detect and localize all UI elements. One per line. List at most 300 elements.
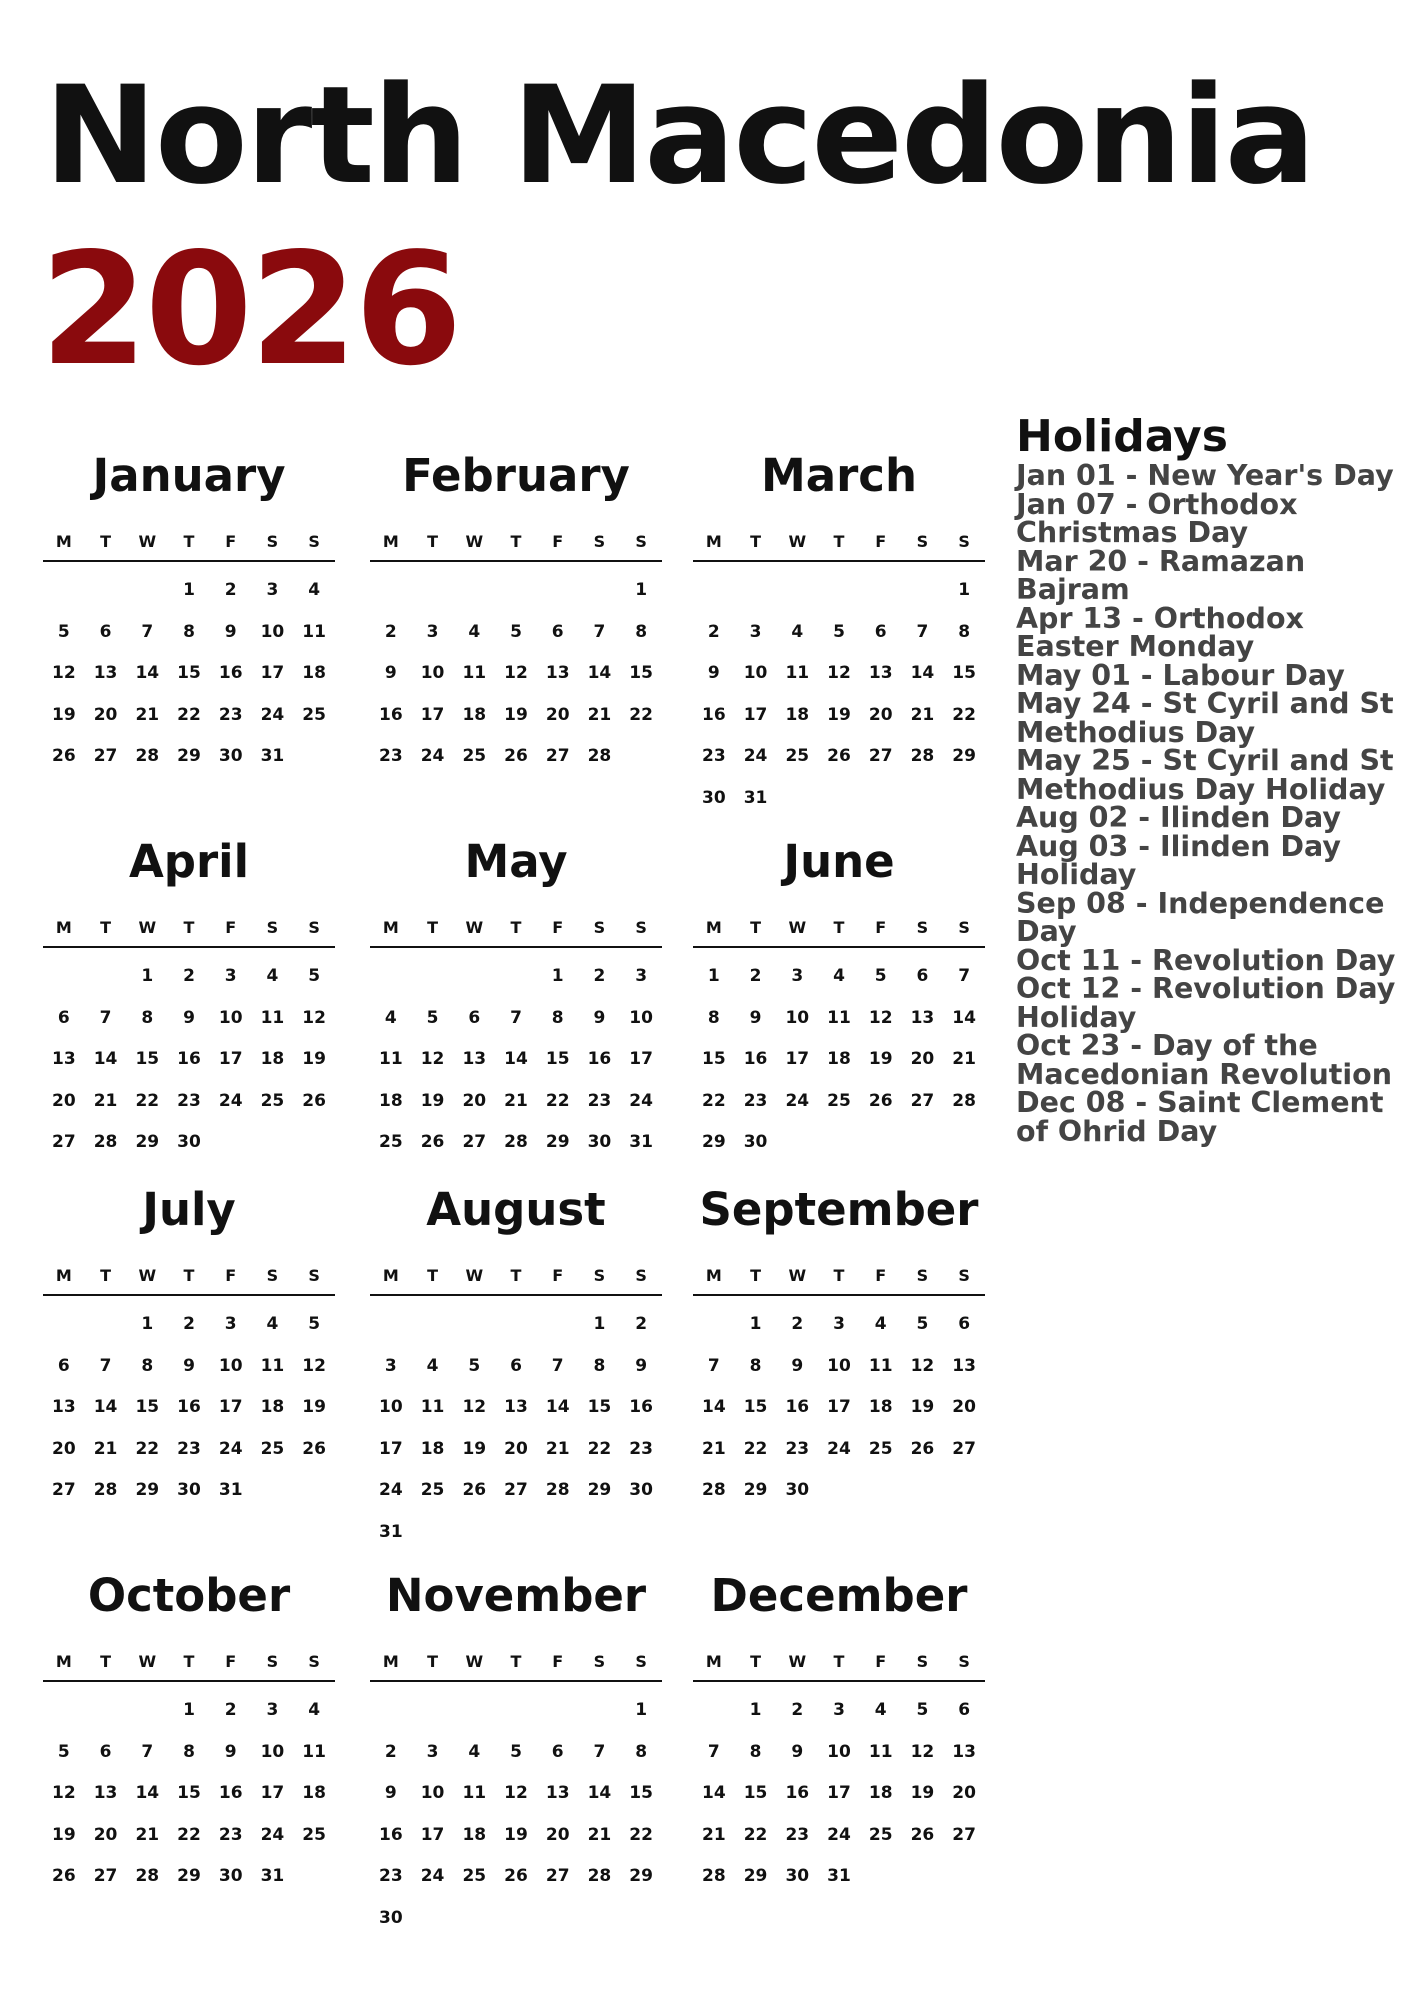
day-cell: 27 <box>545 1866 570 1886</box>
day-cell: 4 <box>266 966 279 986</box>
day-cell: 23 <box>218 1824 243 1845</box>
day-cell: 26 <box>462 1480 487 1500</box>
day-cell: 21 <box>910 704 935 725</box>
weekday-label: F <box>552 1652 564 1671</box>
day-cell: 5 <box>510 621 522 642</box>
day-cell: 3 <box>426 621 439 642</box>
day-cell: 10 <box>260 621 285 642</box>
day-cell: 24 <box>743 746 768 766</box>
day-cell: 14 <box>545 1397 570 1417</box>
day-cell: 5 <box>510 1741 522 1762</box>
day-cell: 3 <box>266 1700 279 1720</box>
day-cell: 22 <box>135 1090 160 1111</box>
month-august <box>370 1182 662 1553</box>
weekday-label: F <box>552 532 564 551</box>
day-cell: 10 <box>827 1355 851 1376</box>
day-cell: 17 <box>420 1824 445 1845</box>
weekday-header <box>370 1260 662 1296</box>
day-cell: 20 <box>910 1049 935 1069</box>
day-cell: 17 <box>827 1783 851 1803</box>
day-cell: 20 <box>952 1783 976 1803</box>
day-cell: 23 <box>743 1090 768 1111</box>
day-cell: 20 <box>52 1090 76 1111</box>
day-cell: 17 <box>629 1049 653 1069</box>
day-cell: 7 <box>141 621 154 642</box>
day-cell: 16 <box>587 1049 612 1069</box>
weekday-label: S <box>635 918 647 937</box>
day-cell: 28 <box>702 1480 726 1500</box>
month-september <box>693 1182 985 1512</box>
day-cell: 26 <box>52 746 76 766</box>
weekday-label: T <box>100 532 112 551</box>
day-cell: 9 <box>749 1007 762 1028</box>
day-cell: 23 <box>379 746 403 766</box>
day-cell: 14 <box>910 663 935 683</box>
weekday-label: T <box>100 1652 112 1671</box>
empty-cell <box>495 570 537 612</box>
weekday-label: S <box>308 1652 320 1671</box>
holiday-item: May 01 - Labour Day <box>1016 658 1345 692</box>
day-cell: 2 <box>749 966 762 986</box>
day-cell: 10 <box>629 1007 653 1028</box>
day-grid <box>370 562 662 778</box>
day-cell: 23 <box>379 1866 403 1886</box>
day-cell: 24 <box>218 1090 243 1111</box>
weekday-label: T <box>833 1266 845 1285</box>
day-cell: 25 <box>302 704 326 725</box>
day-cell: 7 <box>593 1741 606 1762</box>
day-cell: 18 <box>302 663 326 683</box>
day-cell: 6 <box>874 621 887 642</box>
weekday-header <box>693 1646 985 1682</box>
month-name: May <box>464 835 568 888</box>
day-cell: 11 <box>302 621 326 642</box>
day-cell: 18 <box>379 1090 403 1111</box>
weekday-label: F <box>552 1266 564 1285</box>
day-cell: 7 <box>99 1355 112 1376</box>
day-cell: 19 <box>52 704 76 725</box>
day-cell: 8 <box>551 1007 564 1028</box>
weekday-label: W <box>788 1266 807 1285</box>
empty-cell <box>412 956 454 998</box>
day-cell: 26 <box>504 746 528 766</box>
day-cell: 31 <box>260 746 285 766</box>
weekday-label: M <box>705 1266 722 1285</box>
day-cell: 12 <box>504 1783 528 1803</box>
weekday-label: S <box>593 1652 606 1671</box>
day-cell: 4 <box>833 966 845 986</box>
empty-cell <box>126 1690 168 1732</box>
day-cell: 22 <box>587 1438 612 1459</box>
day-cell: 22 <box>545 1090 570 1111</box>
day-cell: 2 <box>183 1314 195 1334</box>
day-cell: 24 <box>260 1824 285 1845</box>
day-cell: 10 <box>785 1007 810 1028</box>
weekday-label: S <box>308 918 320 937</box>
weekday-label: T <box>427 1652 439 1671</box>
weekday-header <box>370 526 662 562</box>
day-cell: 26 <box>827 746 851 766</box>
weekday-header <box>370 1646 662 1682</box>
day-cell: 15 <box>177 1783 201 1803</box>
day-cell: 10 <box>743 663 768 683</box>
holiday-item: Sep 08 - Independence Day <box>1016 886 1385 948</box>
day-cell: 11 <box>462 663 487 683</box>
day-cell: 17 <box>743 704 768 725</box>
day-cell: 16 <box>743 1049 768 1069</box>
day-cell: 1 <box>958 580 971 600</box>
day-cell: 21 <box>545 1438 570 1459</box>
day-cell: 14 <box>952 1007 976 1028</box>
day-cell: 27 <box>910 1090 935 1111</box>
month-april <box>43 834 335 1164</box>
day-cell: 27 <box>952 1824 976 1845</box>
day-cell: 23 <box>785 1824 810 1845</box>
day-cell: 1 <box>183 1700 195 1720</box>
day-cell: 8 <box>635 1741 648 1762</box>
weekday-label: F <box>225 1652 237 1671</box>
empty-cell <box>85 570 127 612</box>
day-cell: 4 <box>468 1741 481 1762</box>
empty-cell <box>579 1690 621 1732</box>
holiday-item: May 24 - St Cyril and St Methodius Day <box>1016 687 1394 749</box>
day-cell: 29 <box>952 746 976 766</box>
day-cell: 12 <box>910 1741 935 1762</box>
day-cell: 14 <box>93 1049 118 1069</box>
day-cell: 19 <box>910 1783 935 1803</box>
day-grid <box>693 948 985 1164</box>
weekday-label: S <box>958 1266 970 1285</box>
day-cell: 16 <box>629 1397 653 1417</box>
day-grid <box>693 1682 985 1898</box>
day-cell: 22 <box>629 1824 653 1845</box>
empty-cell <box>370 1690 412 1732</box>
weekday-label: W <box>138 1266 157 1285</box>
day-cell: 6 <box>57 1355 70 1376</box>
day-cell: 6 <box>99 1741 112 1762</box>
day-cell: 18 <box>462 1824 487 1845</box>
day-cell: 9 <box>183 1355 195 1376</box>
day-cell: 24 <box>379 1480 403 1500</box>
day-cell: 12 <box>302 1355 326 1376</box>
empty-cell <box>860 570 902 612</box>
day-cell: 5 <box>308 966 321 986</box>
day-cell: 15 <box>743 1783 768 1803</box>
day-cell: 30 <box>218 1866 243 1886</box>
day-cell: 7 <box>593 621 606 642</box>
weekday-label: W <box>788 1652 807 1671</box>
holiday-item: Jan 07 - Orthodox Christmas Day <box>1016 487 1298 549</box>
day-cell: 1 <box>141 966 154 986</box>
day-cell: 5 <box>426 1007 439 1028</box>
day-cell: 22 <box>952 704 976 725</box>
day-cell: 2 <box>224 1700 237 1720</box>
weekday-label: F <box>875 532 887 551</box>
day-cell: 2 <box>791 1700 804 1720</box>
day-cell: 6 <box>958 1314 971 1334</box>
weekday-label: S <box>593 1266 606 1285</box>
day-cell: 11 <box>260 1007 285 1028</box>
day-cell: 26 <box>302 1438 326 1459</box>
day-cell: 11 <box>260 1355 285 1376</box>
day-cell: 25 <box>462 1866 487 1886</box>
day-cell: 3 <box>635 966 648 986</box>
empty-cell <box>85 1304 127 1346</box>
month-name: April <box>128 835 250 888</box>
day-cell: 12 <box>910 1355 935 1376</box>
day-cell: 22 <box>629 704 653 725</box>
day-cell: 14 <box>587 1783 612 1803</box>
day-cell: 7 <box>510 1007 522 1028</box>
day-cell: 25 <box>379 1132 403 1152</box>
day-cell: 11 <box>827 1007 851 1028</box>
day-cell: 25 <box>462 746 487 766</box>
day-cell: 14 <box>93 1397 118 1417</box>
empty-cell <box>735 570 777 612</box>
day-grid <box>370 1682 662 1939</box>
weekday-label: T <box>750 1266 762 1285</box>
day-cell: 4 <box>874 1314 887 1334</box>
day-cell: 26 <box>420 1132 445 1152</box>
day-cell: 4 <box>791 621 804 642</box>
empty-cell <box>453 570 495 612</box>
day-cell: 20 <box>462 1090 487 1111</box>
day-cell: 4 <box>468 621 481 642</box>
weekday-label: M <box>382 1266 399 1285</box>
empty-cell <box>85 1690 127 1732</box>
day-cell: 21 <box>135 704 160 725</box>
day-cell: 14 <box>702 1397 726 1417</box>
day-cell: 11 <box>420 1397 445 1417</box>
day-cell: 3 <box>833 1314 845 1334</box>
weekday-label: T <box>183 1652 195 1671</box>
day-cell: 23 <box>702 746 726 766</box>
day-cell: 26 <box>302 1090 326 1111</box>
day-cell: 18 <box>868 1397 893 1417</box>
day-grid <box>43 1682 335 1898</box>
weekday-label: W <box>138 1652 157 1671</box>
day-cell: 13 <box>545 663 570 683</box>
day-cell: 19 <box>910 1397 935 1417</box>
day-cell: 17 <box>785 1049 810 1069</box>
weekday-label: S <box>266 1652 279 1671</box>
day-cell: 3 <box>833 1700 845 1720</box>
day-cell: 2 <box>707 621 720 642</box>
weekday-label: T <box>833 918 845 937</box>
empty-cell <box>43 1304 85 1346</box>
weekday-label: T <box>183 1266 195 1285</box>
day-cell: 28 <box>702 1866 726 1886</box>
day-cell: 6 <box>551 1741 564 1762</box>
weekday-label: F <box>875 1652 887 1671</box>
day-cell: 13 <box>462 1049 487 1069</box>
weekday-label: T <box>833 1652 845 1671</box>
day-cell: 6 <box>468 1007 481 1028</box>
day-cell: 10 <box>218 1007 243 1028</box>
day-cell: 14 <box>504 1049 528 1069</box>
empty-cell <box>43 956 85 998</box>
empty-cell <box>453 956 495 998</box>
day-cell: 29 <box>587 1480 612 1500</box>
day-cell: 1 <box>749 1314 762 1334</box>
day-cell: 9 <box>593 1007 606 1028</box>
day-cell: 24 <box>629 1090 653 1111</box>
month-name: October <box>87 1569 291 1622</box>
day-cell: 28 <box>93 1480 118 1500</box>
weekday-header <box>43 526 335 562</box>
day-cell: 19 <box>504 1824 528 1845</box>
weekday-label: M <box>382 1652 399 1671</box>
empty-cell <box>370 1304 412 1346</box>
day-cell: 29 <box>135 1132 160 1152</box>
weekday-label: T <box>427 1266 439 1285</box>
day-cell: 11 <box>462 1783 487 1803</box>
day-cell: 7 <box>707 1355 720 1376</box>
weekday-label: W <box>138 532 157 551</box>
day-cell: 11 <box>302 1741 326 1762</box>
weekday-header <box>43 912 335 948</box>
empty-cell <box>412 1690 454 1732</box>
day-cell: 28 <box>952 1090 976 1111</box>
day-cell: 2 <box>635 1314 648 1334</box>
day-cell: 4 <box>308 580 321 600</box>
day-cell: 12 <box>868 1007 893 1028</box>
day-cell: 19 <box>462 1438 487 1459</box>
day-cell: 7 <box>141 1741 154 1762</box>
weekday-label: W <box>138 918 157 937</box>
empty-cell <box>495 1304 537 1346</box>
weekday-label: W <box>788 918 807 937</box>
day-cell: 5 <box>833 621 845 642</box>
day-cell: 13 <box>952 1355 976 1376</box>
weekday-label: S <box>635 1266 647 1285</box>
day-cell: 8 <box>749 1355 762 1376</box>
day-cell: 28 <box>910 746 935 766</box>
day-cell: 9 <box>224 621 237 642</box>
day-cell: 9 <box>791 1355 804 1376</box>
day-cell: 5 <box>468 1355 481 1376</box>
day-cell: 31 <box>743 787 768 808</box>
day-cell: 3 <box>384 1355 397 1376</box>
day-cell: 27 <box>462 1132 487 1152</box>
weekday-header <box>693 912 985 948</box>
day-cell: 10 <box>260 1741 285 1762</box>
day-cell: 6 <box>99 621 112 642</box>
day-cell: 12 <box>302 1007 326 1028</box>
day-cell: 31 <box>218 1480 243 1500</box>
day-cell: 16 <box>177 1397 201 1417</box>
day-cell: 5 <box>874 966 887 986</box>
day-cell: 6 <box>551 621 564 642</box>
day-cell: 24 <box>827 1438 851 1459</box>
holiday-item: May 25 - St Cyril and St Methodius Day Holiday <box>1016 744 1394 806</box>
day-cell: 8 <box>593 1355 606 1376</box>
day-cell: 27 <box>52 1132 76 1152</box>
day-cell: 25 <box>260 1090 285 1111</box>
weekday-label: M <box>55 532 72 551</box>
day-cell: 26 <box>910 1438 935 1459</box>
day-cell: 29 <box>177 746 201 766</box>
month-june <box>693 834 985 1164</box>
day-cell: 21 <box>504 1090 528 1111</box>
day-cell: 28 <box>587 1866 612 1886</box>
day-cell: 7 <box>707 1741 720 1762</box>
day-cell: 30 <box>785 1866 810 1886</box>
day-cell: 21 <box>702 1438 726 1459</box>
empty-cell <box>370 956 412 998</box>
day-cell: 15 <box>629 1783 653 1803</box>
day-cell: 14 <box>587 663 612 683</box>
day-cell: 19 <box>420 1090 445 1111</box>
day-cell: 24 <box>218 1438 243 1459</box>
day-cell: 2 <box>593 966 606 986</box>
weekday-label: S <box>593 918 606 937</box>
day-cell: 6 <box>57 1007 70 1028</box>
day-cell: 15 <box>702 1049 726 1069</box>
day-cell: 12 <box>420 1049 445 1069</box>
weekday-label: T <box>750 1652 762 1671</box>
day-cell: 12 <box>462 1397 487 1417</box>
day-cell: 2 <box>791 1314 804 1334</box>
day-cell: 10 <box>827 1741 851 1762</box>
weekday-label: S <box>916 532 929 551</box>
day-cell: 18 <box>462 704 487 725</box>
day-cell: 13 <box>868 663 893 683</box>
day-cell: 13 <box>52 1049 76 1069</box>
month-july <box>43 1182 335 1512</box>
day-cell: 18 <box>260 1049 285 1069</box>
day-cell: 10 <box>420 1783 445 1803</box>
empty-cell <box>537 570 579 612</box>
day-cell: 17 <box>260 663 285 683</box>
day-cell: 18 <box>420 1438 445 1459</box>
day-cell: 26 <box>910 1824 935 1845</box>
day-cell: 10 <box>379 1397 403 1417</box>
weekday-label: F <box>875 1266 887 1285</box>
day-cell: 20 <box>504 1438 528 1459</box>
day-cell: 6 <box>916 966 929 986</box>
day-cell: 23 <box>177 1438 201 1459</box>
day-cell: 8 <box>749 1741 762 1762</box>
day-cell: 2 <box>384 1741 397 1762</box>
empty-cell <box>85 956 127 998</box>
day-cell: 12 <box>504 663 528 683</box>
day-cell: 1 <box>635 580 648 600</box>
day-cell: 30 <box>218 746 243 766</box>
holiday-list <box>1016 459 1408 1148</box>
month-november <box>370 1568 662 1939</box>
day-cell: 10 <box>420 663 445 683</box>
weekday-label: W <box>465 1266 484 1285</box>
day-cell: 26 <box>868 1090 893 1111</box>
weekday-header <box>693 1260 985 1296</box>
day-cell: 26 <box>504 1866 528 1886</box>
day-cell: 13 <box>504 1397 528 1417</box>
weekday-label: M <box>55 918 72 937</box>
empty-cell <box>776 570 818 612</box>
month-name: January <box>92 449 286 502</box>
day-cell: 23 <box>177 1090 201 1111</box>
day-cell: 4 <box>308 1700 321 1720</box>
empty-cell <box>43 1690 85 1732</box>
day-cell: 8 <box>635 621 648 642</box>
day-cell: 1 <box>707 966 720 986</box>
month-name: February <box>402 449 630 502</box>
weekday-label: F <box>225 1266 237 1285</box>
day-cell: 31 <box>629 1132 653 1152</box>
day-cell: 30 <box>177 1132 201 1152</box>
holiday-item: Oct 12 - Revolution Day Holiday <box>1016 972 1396 1034</box>
